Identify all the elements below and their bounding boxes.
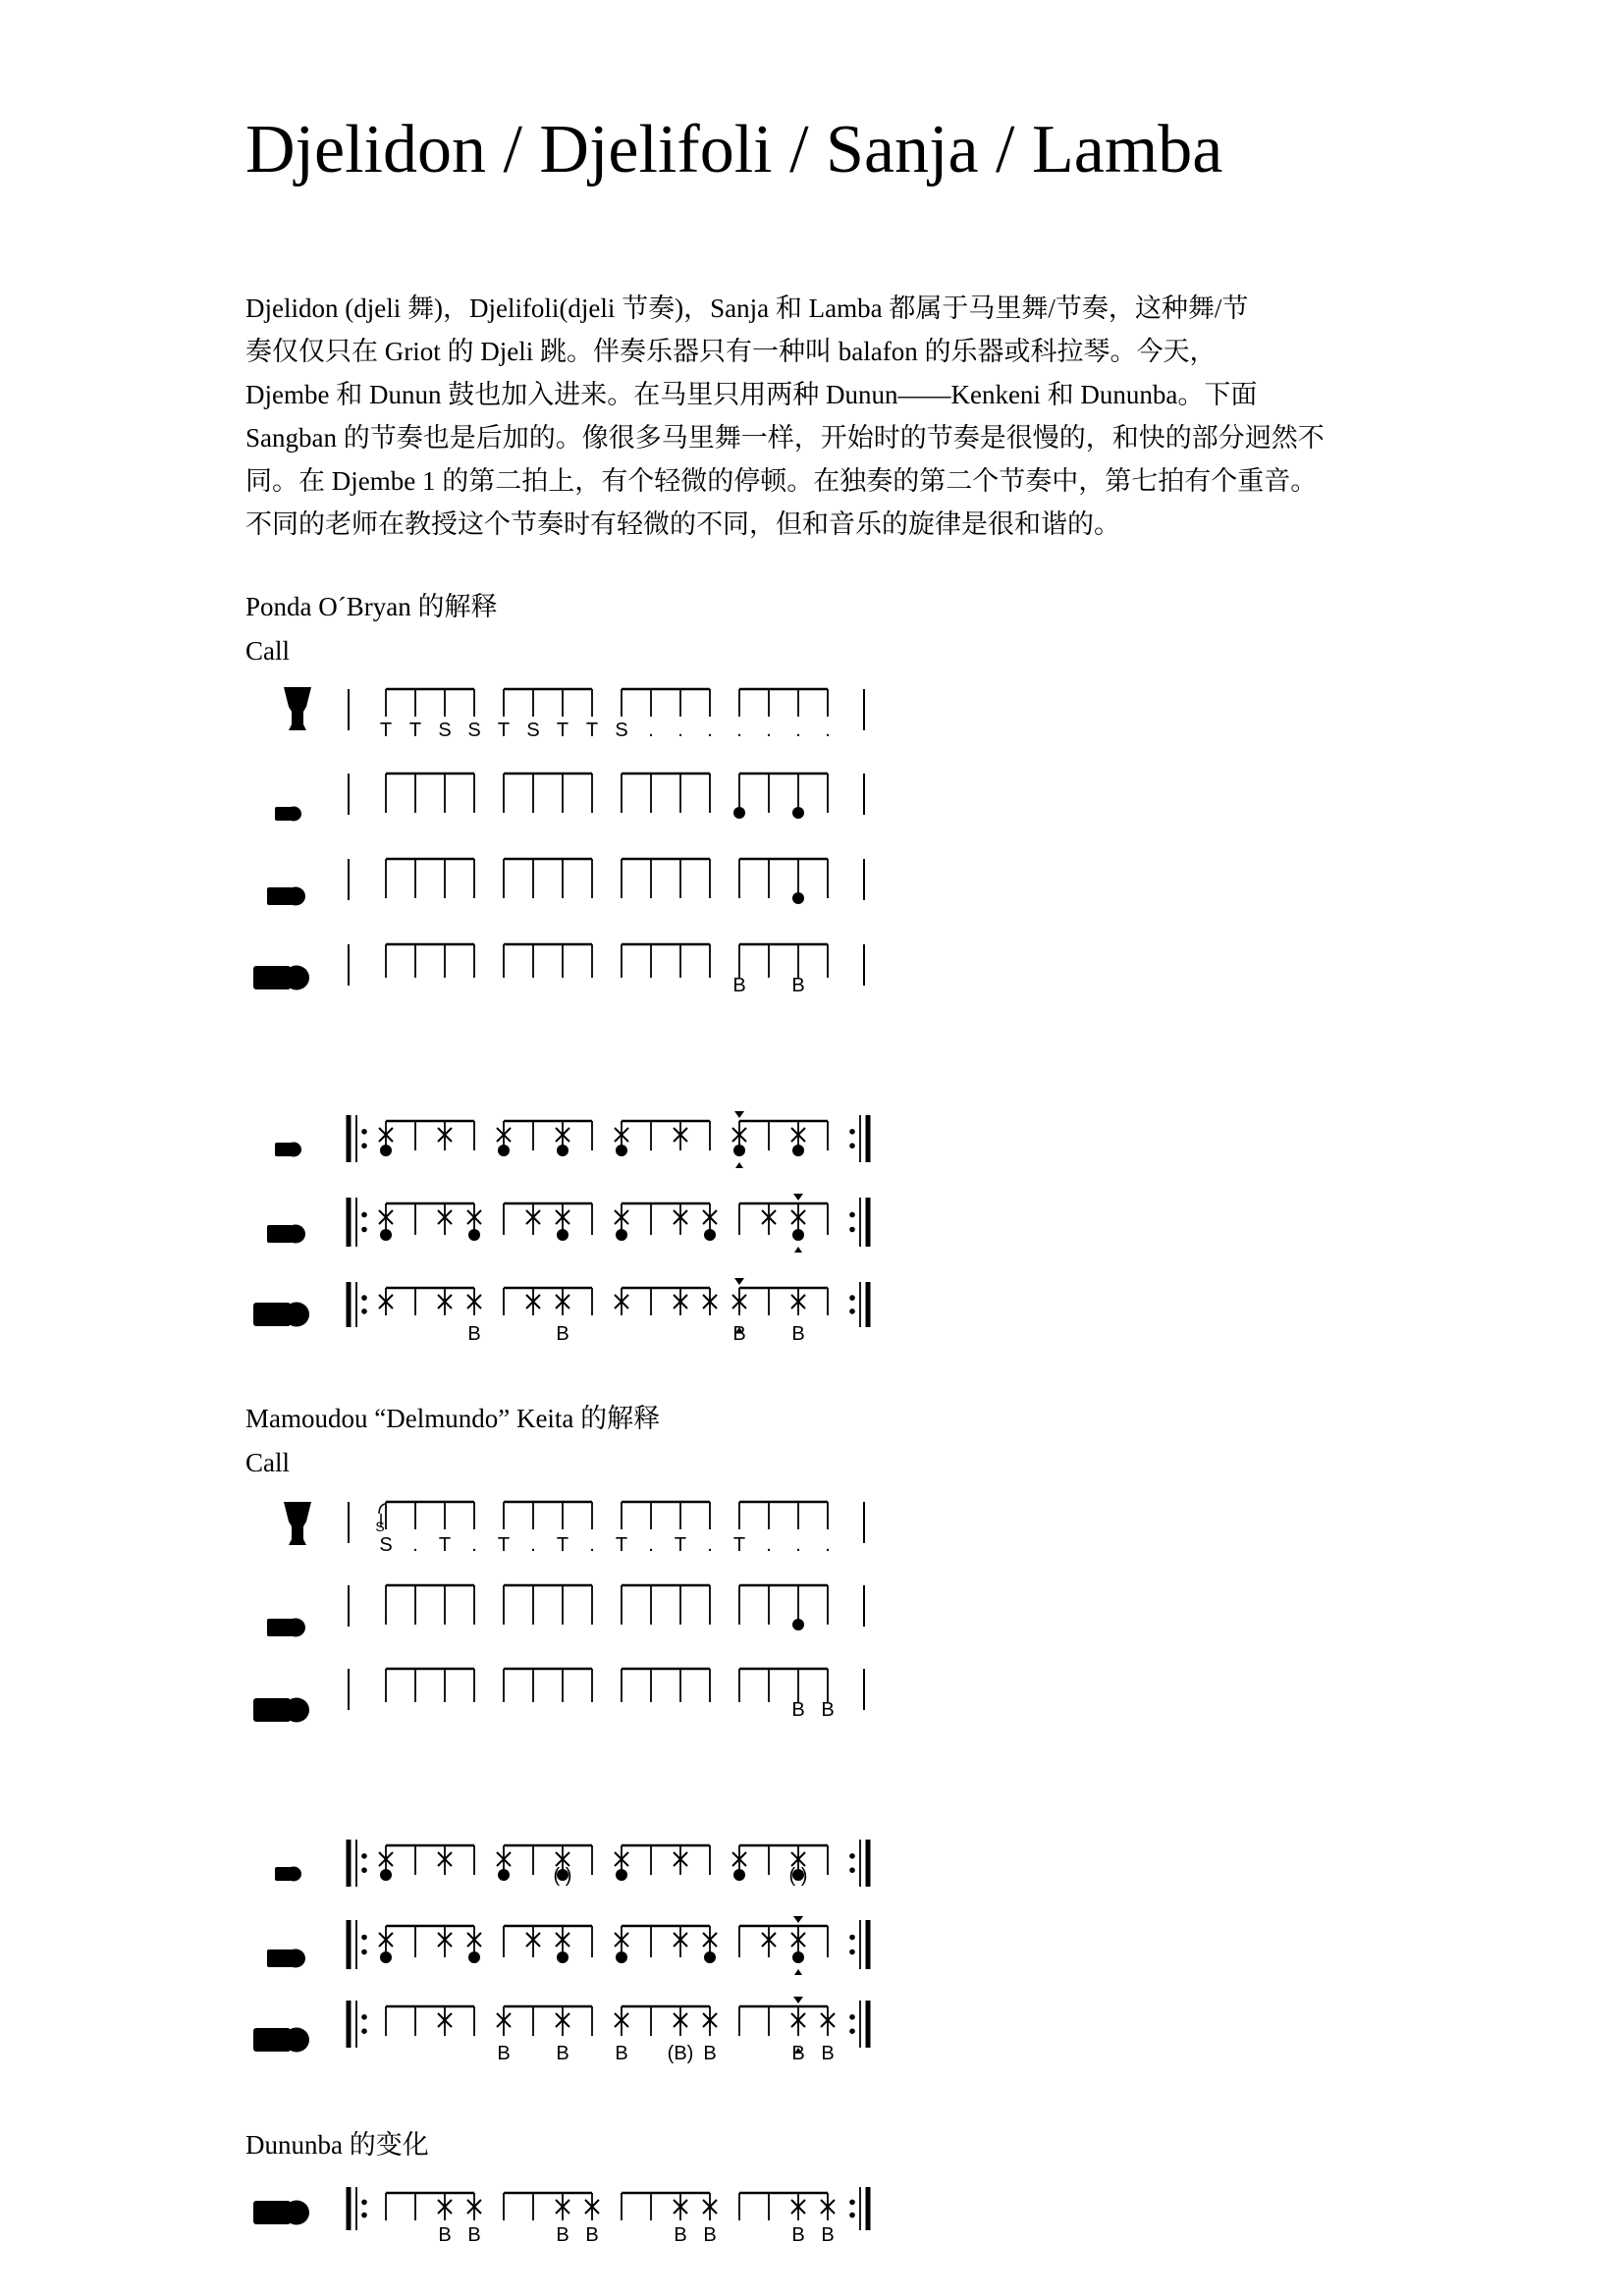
call-note: T [585, 720, 599, 741]
call-note: . [795, 1534, 801, 1556]
sangban-icon [267, 1619, 305, 1637]
repeat-dot [849, 1227, 855, 1233]
open-note [380, 1951, 392, 1963]
bass-note: B [821, 2043, 835, 2064]
intro-line: 奏仅仅只在 Griot 的 Djeli 跳。伴奏乐器只有一种叫 balafon 的乐器或科拉琴。今天， [245, 337, 1217, 366]
section-label-ponda: Ponda O´Bryan 的解释 [245, 592, 498, 621]
dununba-icon [253, 1698, 309, 1723]
sangban-icon [267, 887, 305, 906]
call-score-2 [236, 1492, 923, 1737]
dununba-icon [253, 1303, 309, 1327]
bass-note: B [821, 2224, 835, 2246]
accent-mark [794, 1247, 802, 1253]
intro-line: Sangban 的节奏也是后加的。像很多马里舞一样，开始时的节奏是很慢的，和快的部分迥然不 [245, 423, 1325, 453]
repeat-dot [361, 1227, 367, 1233]
open-note [704, 1229, 716, 1241]
call-note: . [648, 1534, 654, 1556]
open-note [557, 1229, 568, 1241]
open-note [557, 1951, 568, 1963]
call-label: Call [245, 1448, 290, 1477]
bass-note: B [703, 2224, 717, 2246]
open-note [468, 1229, 480, 1241]
dununba-icon [253, 966, 309, 990]
repeat-dot [361, 1949, 367, 1955]
barlines [349, 1502, 864, 1710]
repeat-dot [849, 2200, 855, 2206]
open-note [792, 807, 804, 819]
repeat-dot [361, 1212, 367, 1218]
open-note [792, 1619, 804, 1630]
kenkeni-icon [275, 807, 301, 822]
call-note: S [615, 720, 628, 741]
bass-note: B [821, 1699, 835, 1721]
open-note [380, 1145, 392, 1156]
call-note: . [707, 720, 713, 741]
call-note: . [825, 720, 831, 741]
repeat-dot [361, 2028, 367, 2034]
accent-mark [793, 1194, 803, 1201]
bass-note: B [791, 975, 805, 996]
repeat-dot [849, 1143, 855, 1148]
call-note: T [556, 720, 569, 741]
bass-note: B [556, 2043, 569, 2064]
call-note: S [526, 720, 540, 741]
intro-paragraph [245, 287, 1453, 546]
bass-note: B [467, 2224, 481, 2246]
open-note [380, 1229, 392, 1241]
bass-note: B [438, 2224, 452, 2246]
call-note: . [648, 720, 654, 741]
repeat-dot [361, 2200, 367, 2206]
call-notation-1 [386, 689, 828, 978]
call-note: T [379, 720, 393, 741]
repeat-dot [361, 1853, 367, 1859]
open-note [468, 1951, 480, 1963]
call-note: T [732, 1534, 746, 1556]
section-label-mamoudou: Mamoudou “Delmundo” Keita 的解释 [245, 1404, 661, 1433]
bass-note-optional: (B) [667, 2043, 694, 2064]
djembe-icon [284, 687, 311, 730]
bass-note: B [791, 2224, 805, 2246]
repeat-dot [849, 2028, 855, 2034]
rhythm-notation-1 [349, 1111, 868, 1333]
call-note: T [438, 1534, 452, 1556]
repeat-dot [849, 1935, 855, 1941]
call-note: T [497, 1534, 511, 1556]
repeat-dot [361, 1143, 367, 1148]
call-score-1 [236, 677, 923, 1011]
call-note: T [556, 1534, 569, 1556]
barlines [349, 689, 864, 986]
call-note: . [766, 720, 772, 741]
repeat-dot [849, 1853, 855, 1859]
bass-note: B [556, 1323, 569, 1345]
open-note [616, 1869, 627, 1881]
open-note [704, 1951, 716, 1963]
call-notation-2 [386, 1502, 828, 1702]
call-note: . [530, 1534, 536, 1556]
call-label: Call [245, 636, 290, 666]
call-note: . [825, 1534, 831, 1556]
call-note: S [467, 720, 481, 741]
bass-note: B [791, 1323, 805, 1345]
call-note: T [497, 720, 511, 741]
repeat-dot [361, 2014, 367, 2020]
open-note [792, 1951, 804, 1963]
repeat-dot [849, 2014, 855, 2020]
repeat-dot [361, 1295, 367, 1301]
open-note [733, 807, 745, 819]
open-note [616, 1145, 627, 1156]
open-note [733, 1145, 745, 1156]
call-note: T [674, 1534, 687, 1556]
dununba-icon [253, 2028, 309, 2053]
call-note: S [379, 1534, 393, 1556]
dununba-variation-score [236, 2175, 923, 2254]
intro-line: Djelidon (djeli 舞)，Djelifoli(djeli 节奏)，Sanja 和 Lamba 都属于马里舞/节奏，这种舞/节 [245, 294, 1249, 323]
repeat-dot [361, 2213, 367, 2218]
open-note [792, 892, 804, 904]
call-note: . [412, 1534, 418, 1556]
open-note [498, 1869, 510, 1881]
open-note-paren: ( ) [788, 1865, 808, 1887]
repeat-dot [361, 1308, 367, 1314]
accent-mark [793, 1916, 803, 1923]
open-note [792, 1229, 804, 1241]
bass-note: B [556, 2224, 569, 2246]
call-note: S [438, 720, 452, 741]
bass-note: B [732, 975, 746, 996]
bass-note: B [732, 1323, 746, 1345]
open-note [616, 1951, 627, 1963]
flam-grace-note: S [375, 1519, 385, 1534]
accent-mark [735, 1162, 743, 1168]
page-title: Djelidon / Djelifoli / Sanja / Lamba [245, 112, 1223, 187]
sangban-icon [267, 1949, 305, 1968]
repeat-dot [849, 1295, 855, 1301]
bass-note: B [585, 2224, 599, 2246]
repeat-dot [361, 1867, 367, 1873]
bass-note: B [703, 2043, 717, 2064]
repeat-dot [849, 1867, 855, 1873]
bass-note: B [615, 2043, 628, 2064]
call-note: . [471, 1534, 477, 1556]
bass-note: B [497, 2043, 511, 2064]
open-note-paren: ( ) [553, 1865, 572, 1887]
accent-mark [734, 1278, 744, 1285]
open-note [733, 1869, 745, 1881]
open-note [498, 1145, 510, 1156]
repeat-dot [849, 2213, 855, 2218]
call-note: . [707, 1534, 713, 1556]
bass-note: B [674, 2224, 687, 2246]
dununba-icon [253, 2201, 309, 2225]
rhythm-score-2 [236, 1824, 923, 2079]
section-label-dununba: Dununba 的变化 [245, 2130, 429, 2160]
repeat-dot [361, 1935, 367, 1941]
djembe-icon [284, 1502, 311, 1545]
call-note: . [736, 720, 742, 741]
intro-line: Djembe 和 Dunun 鼓也加入进来。在马里只用两种 Dunun——Kenkeni 和 Dununba。下面 [245, 380, 1258, 409]
open-note [792, 1145, 804, 1156]
intro-line: 同。在 Djembe 1 的第二拍上，有个轻微的停顿。在独奏的第二个节奏中，第七拍有个重音。 [245, 466, 1318, 496]
intro-line: 不同的老师在教授这个节奏时有轻微的不同，但和音乐的旋律是很和谐的。 [245, 509, 1120, 539]
repeat-dot [849, 1949, 855, 1955]
kenkeni-icon [275, 1867, 301, 1882]
rhythm-score-1 [236, 1099, 923, 1345]
repeat-dot [361, 1129, 367, 1135]
bass-note: B [467, 1323, 481, 1345]
call-note: T [408, 720, 422, 741]
accent-mark [793, 1997, 803, 2003]
dununba-variation-notation [349, 2187, 868, 2230]
call-note: . [766, 1534, 772, 1556]
call-note: . [677, 720, 683, 741]
open-note [616, 1229, 627, 1241]
repeat-dot [849, 1212, 855, 1218]
sangban-icon [267, 1225, 305, 1244]
open-note [380, 1869, 392, 1881]
bass-note: B [791, 1699, 805, 1721]
open-note [557, 1145, 568, 1156]
call-note: . [589, 1534, 595, 1556]
accent-mark [794, 1969, 802, 1975]
call-note: T [615, 1534, 628, 1556]
accent-mark [734, 1111, 744, 1118]
kenkeni-icon [275, 1143, 301, 1157]
bass-note: B [791, 2043, 805, 2064]
repeat-dot [849, 1129, 855, 1135]
repeat-dot [849, 1308, 855, 1314]
call-note: . [795, 720, 801, 741]
